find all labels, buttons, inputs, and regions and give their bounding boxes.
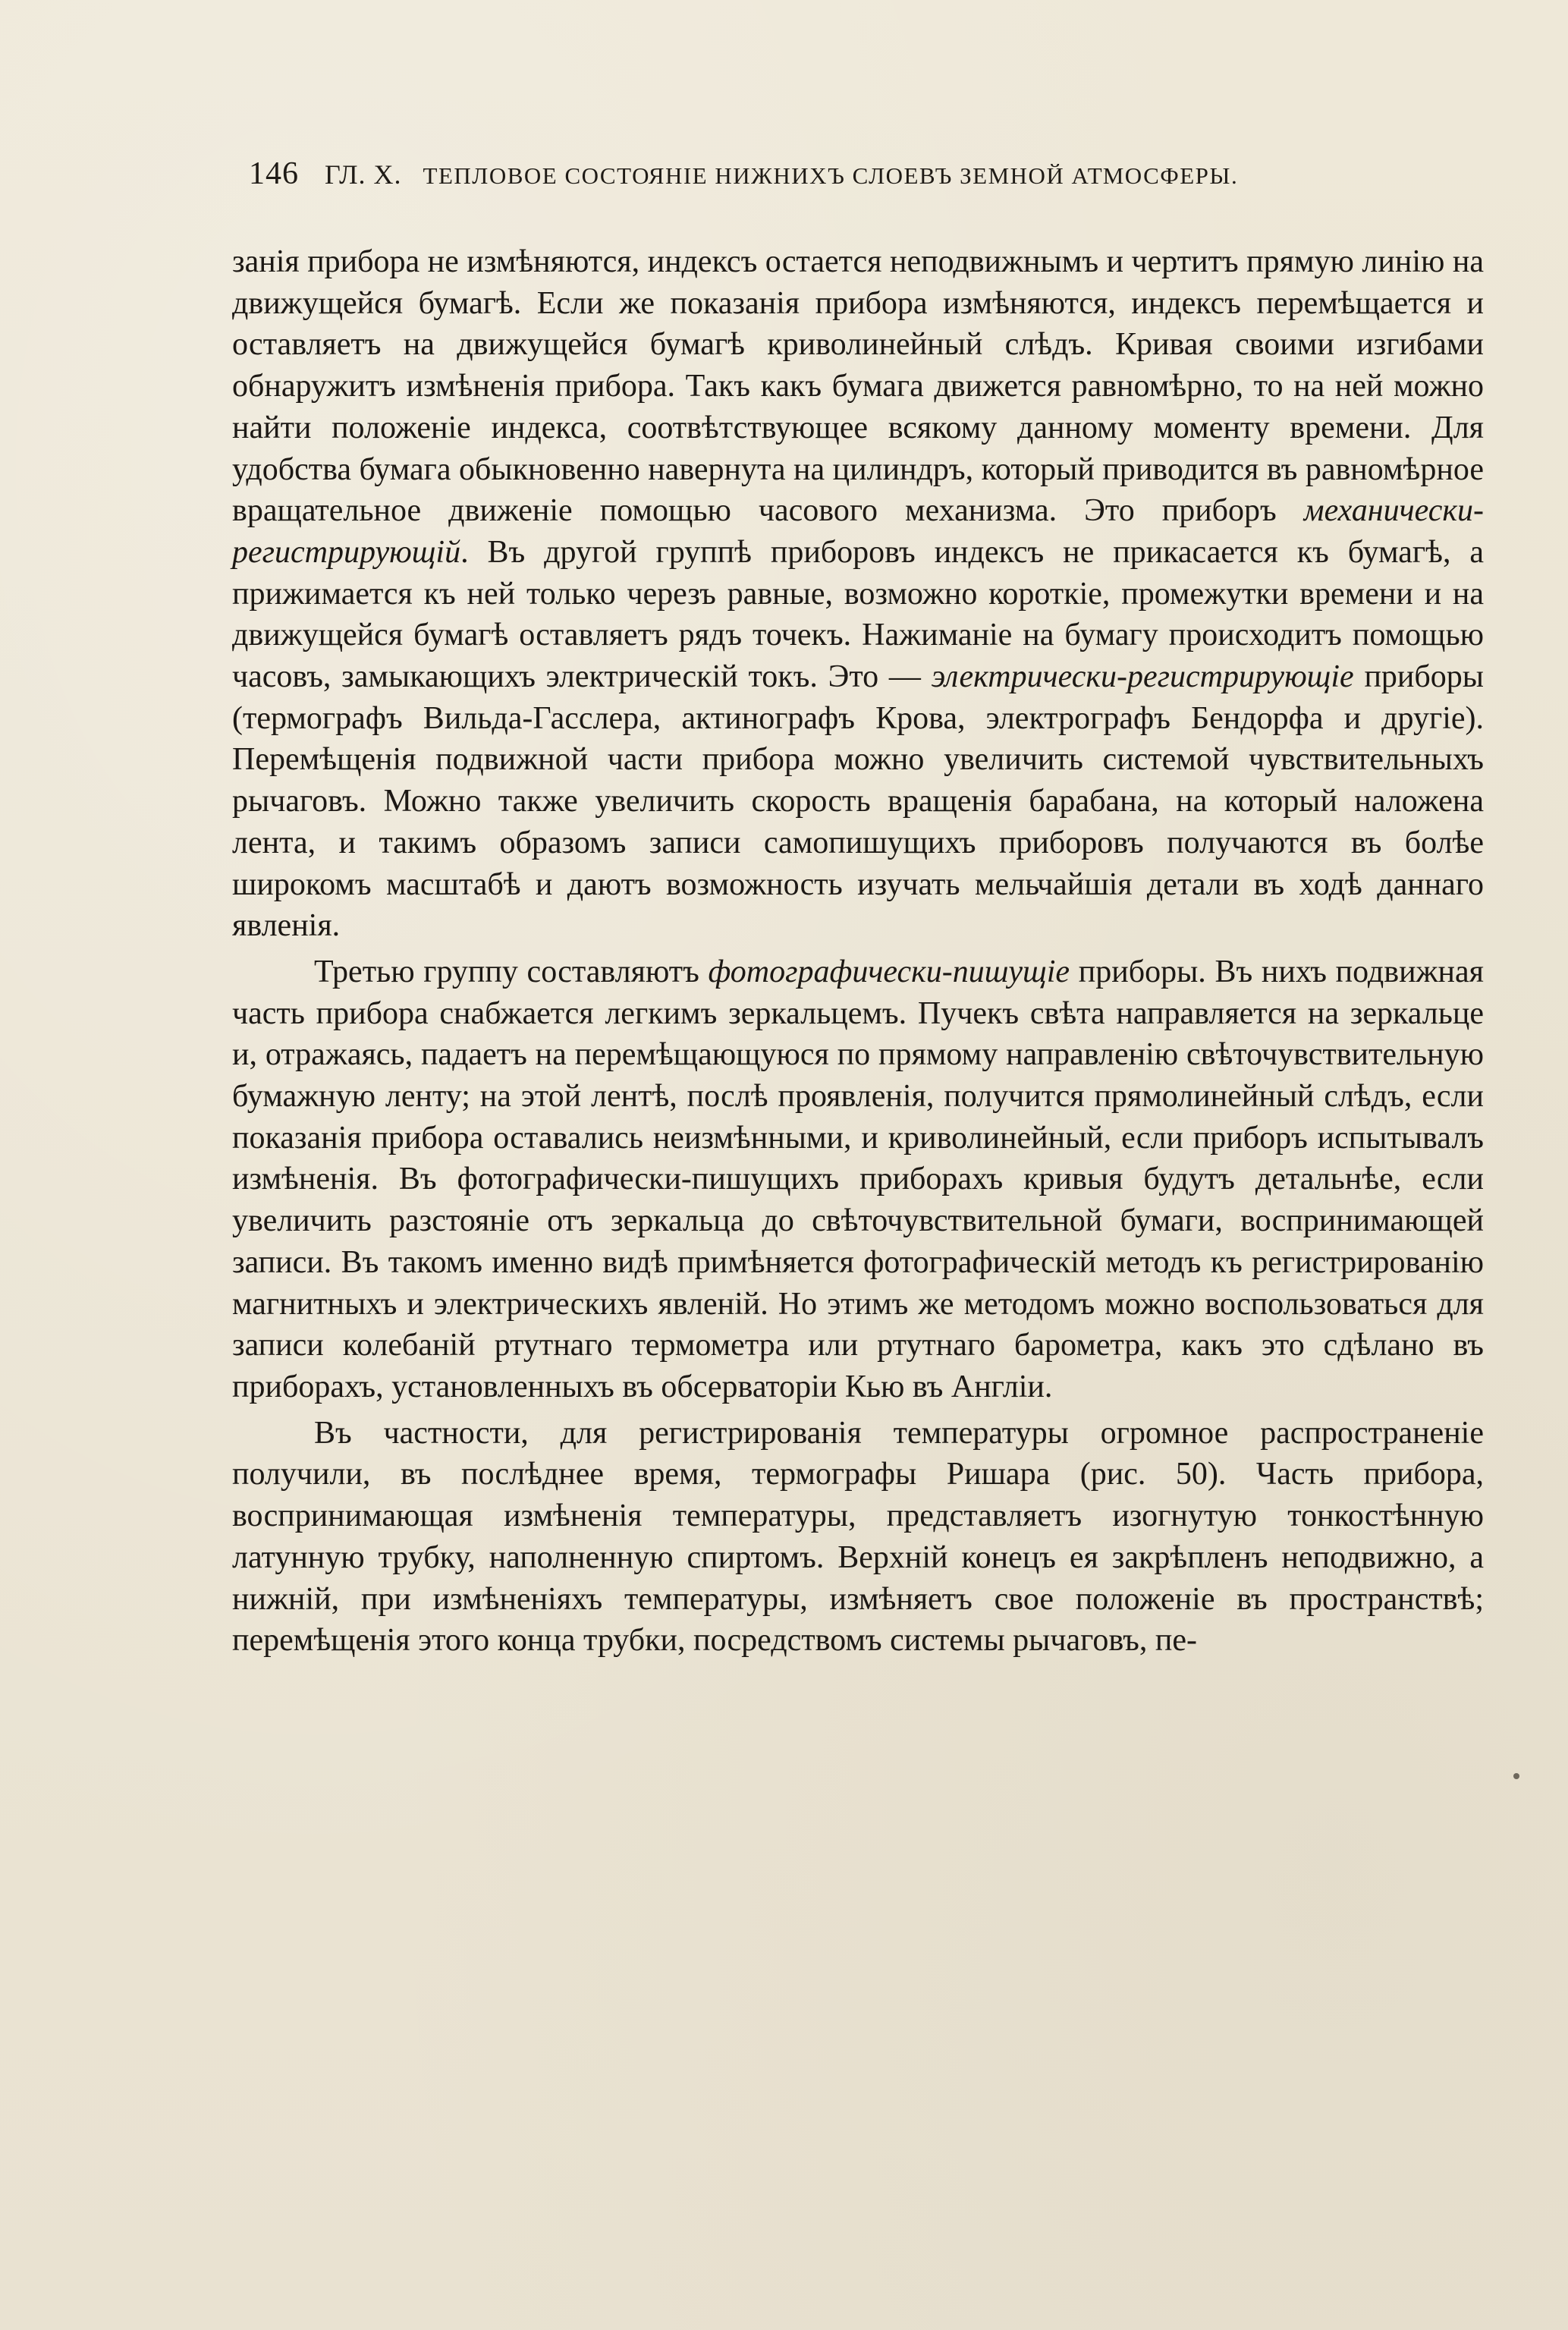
paragraph-2 (232, 951, 1484, 1408)
paragraph-1-text: приборы (термографъ Вильда-Гасслера, актинографъ Крова, электрографъ Бендорфа и другіе). Перемѣщенія подвижной части прибора можно увеличить системой чувствительныхъ рычаговъ. Можно также увеличить скорость вращенія барабана, на который наложена лента, и такимъ образомъ записи самопишущихъ приборовъ получаются въ болѣе широкомъ масштабѣ и даютъ возможность изучать мельчайшія детали въ ходѣ даннаго явленія. (232, 659, 1484, 944)
paragraph-1-text: занія прибора не измѣняются, индексъ остается неподвижнымъ и чертитъ прямую линію на движущейся бумагѣ. Если же показанія прибора измѣняются, индексъ перемѣщается и оставляетъ на движущейся бумагѣ криволинейный слѣдъ. Кривая своими изгибами обнаружитъ измѣненія прибора. Такъ какъ бумага движется равномѣрно, то на ней можно найти положеніе индекса, соотвѣтствующее всякому данному моменту времени. Для удобства бумага обыкновенно навернута на цилиндръ, который приводится въ равномѣрное вращательное движеніе помощью часового механизма. Это приборъ (232, 244, 1484, 529)
page-body (232, 241, 1484, 1662)
italic-term-electrical-recording: электрически-регистрирующіе (931, 659, 1354, 695)
paragraph-2-text: приборы. Въ нихъ подвижная часть прибора снабжается легкимъ зеркальцемъ. Пучекъ свѣта направляется на зеркальце и, отражаясь, падаетъ на перемѣщающуюся по прямому направленію свѣточувствительную бумажную ленту; на этой лентѣ, послѣ проявленія, получится прямолинейный слѣдъ, если показанія прибора оставались неизмѣнными, и криволинейный, если приборъ испытывалъ измѣненія. Въ фотографически-пишущихъ приборахъ кривыя будутъ детальнѣе, если увеличить разстояніе отъ зеркальца до свѣточувствительной бумаги, воспринимающей записи. Въ такомъ именно видѣ примѣняется фотографическій методъ къ регистрированію магнитныхъ и электрическихъ явленій. Но этимъ же методомъ можно воспользоваться для записи колебаній ртутнаго термометра или ртутнаго барометра, какъ это сдѣлано въ приборахъ, установленныхъ въ обсерваторіи Кью въ Англіи. (232, 954, 1484, 1404)
italic-term-mechanical-recording: механически-регистрирующій (232, 493, 1484, 570)
page-number: 146 (249, 156, 299, 191)
paragraph-1-text: . Въ другой группѣ приборовъ индексъ не прикасается къ бумагѣ, а прижимается къ ней только черезъ равные, возможно короткіе, промежутки времени и на движущейся бумагѣ оставляетъ рядъ точекъ. Нажиманіе на бумагу происходитъ помощью часовъ, замыкающихъ электрическій токъ. Это — (232, 534, 1484, 695)
chapter-label: ГЛ. X. (325, 159, 402, 190)
running-header (249, 156, 1409, 192)
italic-term-photographic-recording: фотографически-пишущіе (708, 954, 1070, 989)
paragraph-3 (232, 1413, 1484, 1662)
chapter-title: ТЕПЛОВОЕ СОСТОЯНІЕ НИЖНИХЪ СЛОЕВЪ ЗЕМНОЙ АТМОСФЕРЫ. (423, 162, 1239, 189)
paper-speck (1513, 1773, 1519, 1779)
paragraph-1 (232, 241, 1484, 947)
paragraph-2-text: Третью группу составляютъ (314, 954, 709, 989)
paragraph-3-text: Въ частности, для регистрированія температуры огромное распространеніе получили, въ послѣднее время, термографы Ришара (рис. 50). Часть прибора, воспринимающая измѣненія температуры, представляетъ изогнутую тонкостѣнную латунную трубку, наполненную спиртомъ. Верхній конецъ ея закрѣпленъ неподвижно, а нижній, при измѣненіяхъ температуры, измѣняетъ свое положеніе въ пространствѣ; перемѣщенія этого конца трубки, посредствомъ системы рычаговъ, пе- (232, 1415, 1484, 1659)
